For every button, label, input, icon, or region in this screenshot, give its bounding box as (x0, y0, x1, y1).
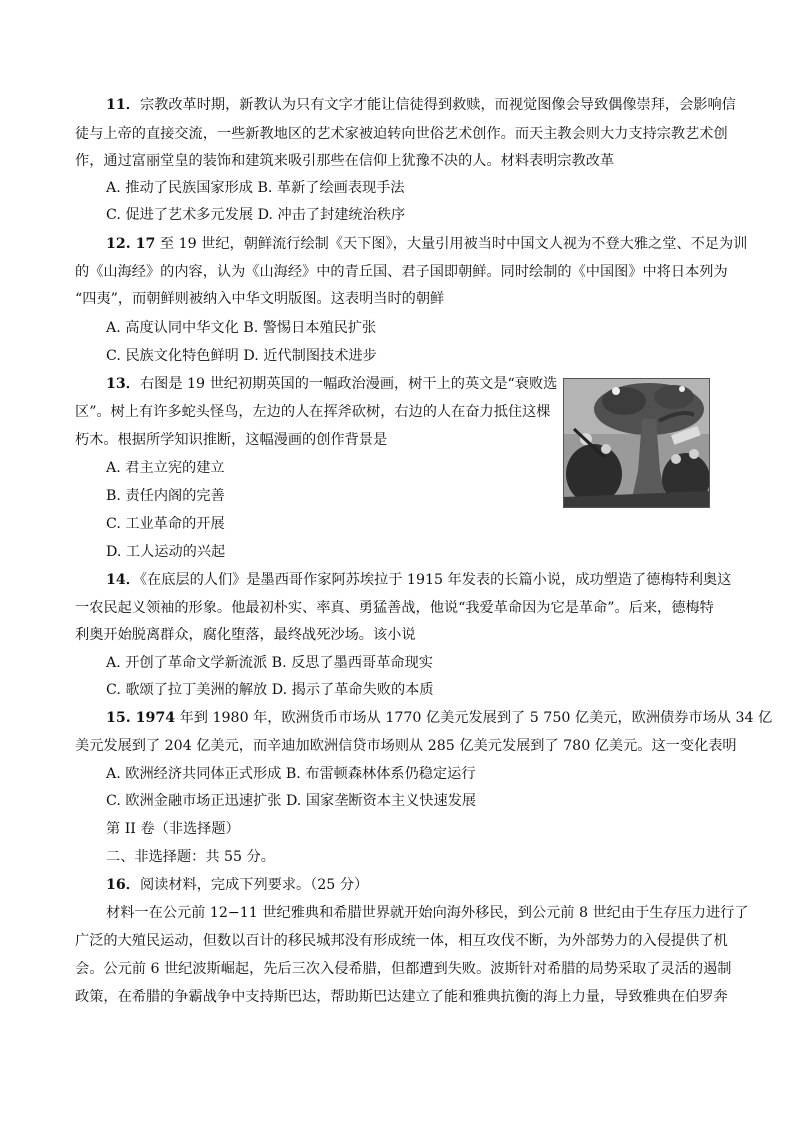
cartoon-drawing (564, 379, 709, 507)
q13-option-c: C. 工业革命的开展 (106, 516, 225, 532)
volume-heading: 第 II 卷（非选择题） (106, 821, 240, 837)
q14-line-2: 一农民起义领袖的形象。他最初朴实、率真、勇猛善战，他说“我爱革命因为它是革命”。后来，德梅特 (75, 600, 714, 616)
q13-option-a: A. 君主立宪的建立 (106, 460, 225, 476)
q13-line-1: 13．右图是 19 世纪初期英国的一幅政治漫画，树干上的英文是“衰败选 (106, 376, 558, 392)
part-heading: 二、非选择题：共 55 分。 (106, 849, 275, 865)
q11-line-1: 11．宗教改革时期，新教认为只有文字才能让信徒得到救赎，而视觉图像会导致偶像崇拜，会影响信 (106, 97, 736, 113)
q12-line-3: “四夷”，而朝鲜则被纳入中华文明版图。这表明当时的朝鲜 (75, 291, 445, 307)
q13-option-b: B. 责任内阁的完善 (106, 488, 225, 504)
q16-material-line-1: 材料一在公元前 12−11 世纪雅典和希腊世界就开始向海外移民，到公元前 8 世纪由于生存压力进行了 (106, 905, 749, 921)
q11-options-ab: A. 推动了民族国家形成 B. 革新了绘画表现手法 (106, 180, 405, 196)
q11-number: 11． (106, 97, 140, 113)
q12-options-cd: C. 民族文化特色鲜明 D. 近代制图技术进步 (106, 348, 377, 364)
q11-options-cd: C. 促进了艺术多元发展 D. 冲击了封建统治秩序 (106, 207, 406, 223)
q14-options-ab: A. 开创了革命文学新流派 B. 反思了墨西哥革命现实 (106, 655, 433, 671)
q16-line-1: 16．阅读材料，完成下列要求。（25 分） (106, 877, 369, 893)
q13-line-2: 区”。树上有许多蛇头怪鸟，左边的人在挥斧砍树，右边的人在奋力抵住这棵 (75, 404, 551, 420)
q12-line-1: 12. 17 至 19 世纪，朝鲜流行绘制《天下图》，大量引用被当时中国文人视为不登大雅之堂、不足为训 (106, 236, 748, 252)
q13-option-d: D. 工人运动的兴起 (106, 544, 226, 560)
q13-number: 13． (106, 376, 140, 392)
q16-material-line-3: 会。公元前 6 世纪波斯崛起，先后三次入侵希腊，但都遭到失败。波斯针对希腊的局势采取了灵活的遏制 (75, 961, 732, 977)
q15-options-ab: A. 欧洲经济共同体正式形成 B. 布雷顿森林体系仍稳定运行 (106, 766, 476, 782)
q14-number: 14． (106, 572, 140, 588)
political-cartoon-image (563, 378, 710, 508)
q11-line-2: 徒与上帝的直接交流，一些新教地区的艺术家被迫转向世俗艺术创作。而天主教会则大力支持宗教艺术创 (75, 126, 728, 142)
q12-number: 12. 17 (106, 236, 156, 252)
q16-number: 16． (106, 877, 140, 893)
q16-material-line-2: 广泛的大殖民运动，但数以百计的移民城邦没有形成统一体，相互攻伐不断，为外部势力的入侵提供了机 (75, 933, 728, 949)
q14-options-cd: C. 歌颂了拉丁美洲的解放 D. 揭示了革命失败的本质 (106, 682, 434, 698)
q11-line-3: 作，通过富丽堂皇的装饰和建筑来吸引那些在信仰上犹豫不决的人。材料表明宗教改革 (75, 153, 615, 169)
q14-line-1: 14．《在底层的人们》是墨西哥作家阿苏埃拉于 1915 年发表的长篇小说，成功塑造了德梅特利奥这 (106, 572, 732, 588)
q14-line-3: 利奥开始脱离群众，腐化堕落，最终战死沙场。该小说 (75, 627, 416, 643)
q12-options-ab: A. 高度认同中华文化 B. 警惕日本殖民扩张 (106, 320, 377, 336)
q16-material-line-4: 政策，在希腊的争霸战争中支持斯巴达，帮助斯巴达建立了能和雅典抗衡的海上力量，导致雅典在伯罗奔 (75, 989, 728, 1005)
q15-number: 15. 1974 (106, 710, 176, 726)
q15-line-1: 15. 1974 年到 1980 年，欧洲货币市场从 1770 亿美元发展到了 5 750 亿美元，欧洲债券市场从 34 亿 (106, 710, 773, 726)
q12-line-2: 的《山海经》的内容，认为《山海经》中的青丘国、君子国即朝鲜。同时绘制的《中国图》中将日本列为 (75, 264, 728, 280)
q15-options-cd: C. 欧洲金融市场正迅速扩张 D. 国家垄断资本主义快速发展 (106, 793, 477, 809)
q13-line-3: 朽木。根据所学知识推断，这幅漫画的创作背景是 (75, 432, 388, 448)
q15-line-2: 美元发展到了 204 亿美元，而辛迪加欧洲信贷市场则从 285 亿美元发展到了 780 亿美元。这一变化表明 (75, 738, 737, 754)
